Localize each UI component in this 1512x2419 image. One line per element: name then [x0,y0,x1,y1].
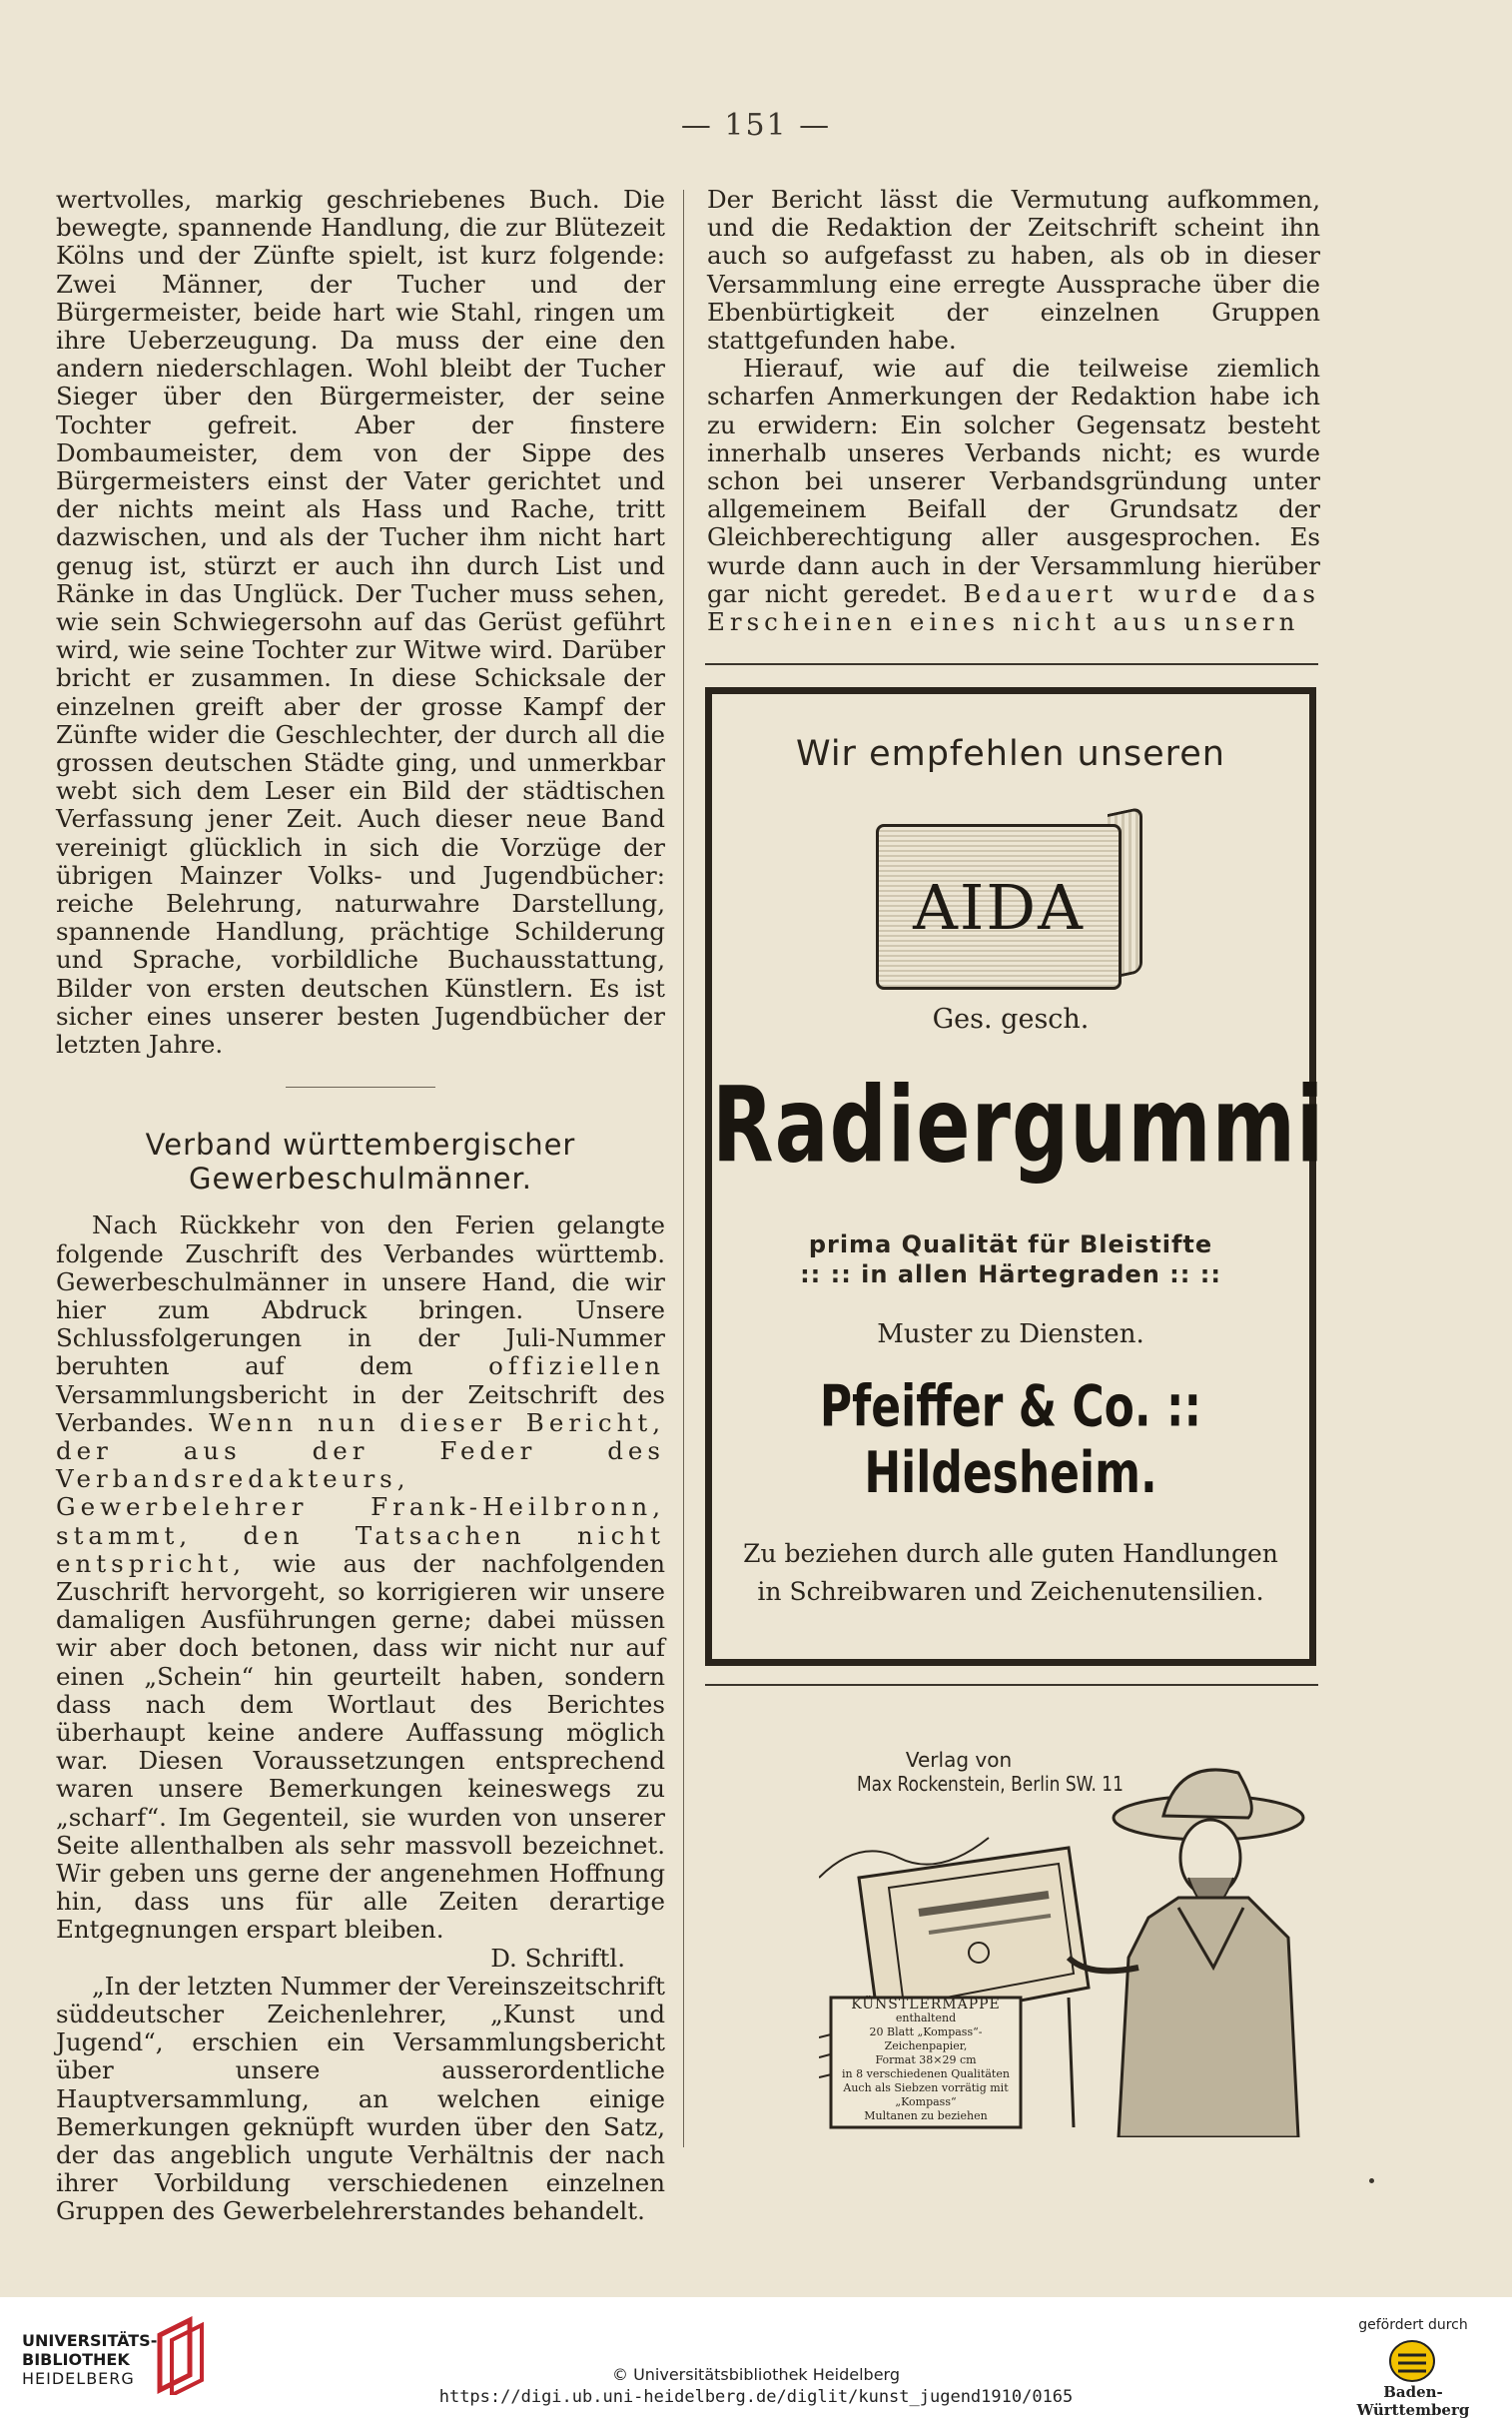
ink-speck [1369,2178,1374,2183]
availability-line: in Schreibwaren und Zeichenutensilien. [757,1577,1264,1606]
review-paragraph: wertvolles, markig geschriebenes Buch. Die bewegte, spannende Handlung, die zur Blütezeit Kölns und der Zünfte spielt, ist kurz folgende: Zwei Männer, der Tucher und der Bürgermeister, beide hart wie Stahl, ringen um ihre Ueberzeugung. Da muss der eine den andern niederschlagen. Wohl bleibt der Tucher Sieger über den Bürgermeister, der seine Tochter gefreit. Aber der finstere Dombaumeister, dem von der Sippe des Bürgermeisters einst der Vater gerichtet und der nichts meint als Hass und Rache, tritt dazwischen, und als der Tucher ihm nicht hart genug ist, stürzt er auch ihn durch List und Ränke in das Unglück. Der Tucher muss sehen, wie sein Schwiegersohn auf das Gerüst geführt wird, wie seine Tochter zur Witwe wird. Darüber bricht er zusammen. In diese Schicksale der einzelnen greift aber der grosse Kampf der Zünfte wider die Geschlechter, der durch all die grossen deutschen Städte ging, und unmerkbar webt sich dem Leser ein Bild der städtischen Verfassung jener Zeit. Auch dieser neue Band vereinigt glücklich in sich die Vorzüge der übrigen Mainzer Volks- und Jugendbücher: reiche Belehrung, naturwahre Darstellung, spannende Handlung, prächtige Schilderung und Sprache, vorbildliche Buchausstattung, Bilder von ersten deutschen Künstlern. Es ist sicher eines unserer besten Jugendbücher der letzten Jahre. [56,185,665,1060]
spaced-emphasis: Bedauert wurde das Erscheinen eines nicht aus unsern [707,578,1320,637]
logo-line: UNIVERSITÄTS- [22,2331,158,2350]
availability-text [712,1535,1309,1611]
quality-line: prima Qualität für Bleistifte [808,1230,1213,1258]
quality-line: :: :: in allen Härtegraden :: :: [800,1260,1221,1288]
quality-text [712,1229,1309,1289]
text-run: Hierauf, wie auf die teilweise ziemlich scharfen Anmerkungen der Redaktion habe ich zu erwidern: Ein solcher Gegensatz besteht innerhalb unseres Verbands nicht; es wurde schon bei unserer Verbandsgründung unter allgemeinem Beifall der Grundsatz der Gleichberechtigung aller ausgesprochen. Es wurde dann auch in der Versammlung hierüber gar nicht geredet. [707,354,1320,608]
left-column [56,186,665,2226]
section-heading: Verband württembergischer Gewerbeschulmänner. [145,1128,576,1197]
spaced-emphasis: Wenn nun dieser Bericht, der aus der Feder des Verbandsredakteurs, Gewerbelehrer Frank-Heilbronn, stammt, den Tatsachen nicht entspricht, [56,1407,665,1578]
portfolio-line: Format 38×29 cm [875,2053,977,2066]
firm-name: Pfeiffer & Co. :: Hildesheim. [819,1373,1202,1507]
copyright-notice: © Universitätsbibliothek Heidelberg [611,2365,900,2384]
logo-line: BIBLIOTHEK [22,2350,130,2369]
availability-line: Zu beziehen durch alle guten Handlungen [743,1539,1278,1568]
portfolio-line: Auch als Siebzen vorrätig mit „Kompass“ [843,2081,1009,2108]
funder-name: Baden-Württemberg [1356,2383,1470,2419]
signoff-line [56,1945,665,1973]
ad-top-rule [705,663,1318,665]
publisher-name: Max Rockenstein, Berlin SW. 11 [857,1772,1124,1796]
ad-bottom-rule [705,1684,1318,1686]
product-name: Radiergummi [712,1065,1325,1186]
portfolio-line: Multanen zu beziehen [864,2109,988,2122]
portfolio-line: 20 Blatt „Kompass“-Zeichenpapier, [869,2025,983,2052]
text-run: wie aus der nachfolgenden Zuschrift hervorgeht, so korrigieren wir unsere damaligen Ausführungen gerne; dabei müssen wir aber doch betonen, dass wir nicht nur auf einen „Schein“ hin geurteilt haben, sondern dass nach dem Wortlaut des Berichtes überhaupt keine andere Auffassung möglich war. Diesen Voraussetzungen entsprechend waren unsere Bemerkungen keineswegs zu „scharf“. Im Gegenteil, sie wurden von unserer Seite allenthalben als sehr massvoll bezeichnet. Wir geben uns gerne der angenehmen Hoffnung hin, dass uns für alle Zeiten derartige Entgegnungen erspart bleiben. [56,1548,665,1945]
permalink[interactable]: https://digi.ub.uni-heidelberg.de/diglit/kunst_jugend1910/0165 [438,2387,1074,2407]
right-column [707,186,1320,636]
letter-paragraph [707,355,1320,636]
text-run: Versammlungsbericht in der Zeitschrift des Verbandes. [56,1379,665,1437]
coat-of-arms-icon [1380,2337,1444,2385]
eraser-face [876,824,1122,990]
editor-signature: D. Schriftl. [490,1943,625,1973]
publisher-label: Verlag von [905,1748,1013,1772]
text-run: Nach Rückkehr von den Ferien gelangte folgende Zuschrift des Verbandes württemb. Gewerbeschulmänner in unsere Hand, die wir hier zum Abdruck bringen. Unsere Schlussfolgerungen in der Juli-Nummer beruhten auf dem [56,1210,665,1381]
section-divider [286,1087,435,1088]
portfolio-title: KÜNSTLERMAPPE [851,1997,1001,2013]
brand-name: AIDA [913,870,1085,944]
publisher-credit [839,1748,1124,1796]
spaced-emphasis: offiziellen [488,1351,665,1381]
portfolio-label [831,1998,1021,2123]
logo-line: HEIDELBERG [22,2369,135,2388]
page-number: — 151 — [680,108,832,143]
letter-paragraph: „In der letzten Nummer der Vereinszeitschrift süddeutscher Zeichenlehrer, „Kunst und Jugend“, erschien ein Versammlungsbericht über unsere ausserordentliche Hauptversammlung, an welchen einige Bemerkungen geknüpft wurden über den Satz, der das angeblich ungute Verhältnis der nach ihrer Vorbildung verschiedenen einzelnen Gruppen des Gewerbelehrerstandes behandelt. [56,1971,665,2226]
eraser-illustration [876,814,1145,994]
funded-by-label: gefördert durch [1358,2317,1468,2333]
sample-note: Muster zu Diensten. [877,1319,1144,1349]
column-divider [683,190,684,2147]
trademark-note: Ges. gesch. [932,1004,1090,1035]
portfolio-line: enthaltend [895,2012,957,2024]
portfolio-line: in 8 verschiedenen Qualitäten [842,2067,1010,2080]
ad-headline: Wir empfehlen unseren [796,734,1225,774]
letter-paragraph: Der Bericht lässt die Vermutung aufkommen, und die Redaktion der Zeitschrift scheint ihn auch so aufgefasst zu haben, als ob in dieser Versammlung eine erregte Aussprache über die Ebenbürtigkeit der einzelnen Gruppen stattgefunden habe. [707,185,1320,356]
advertisement-box [705,687,1325,1666]
letter-intro-paragraph [56,1211,665,1944]
